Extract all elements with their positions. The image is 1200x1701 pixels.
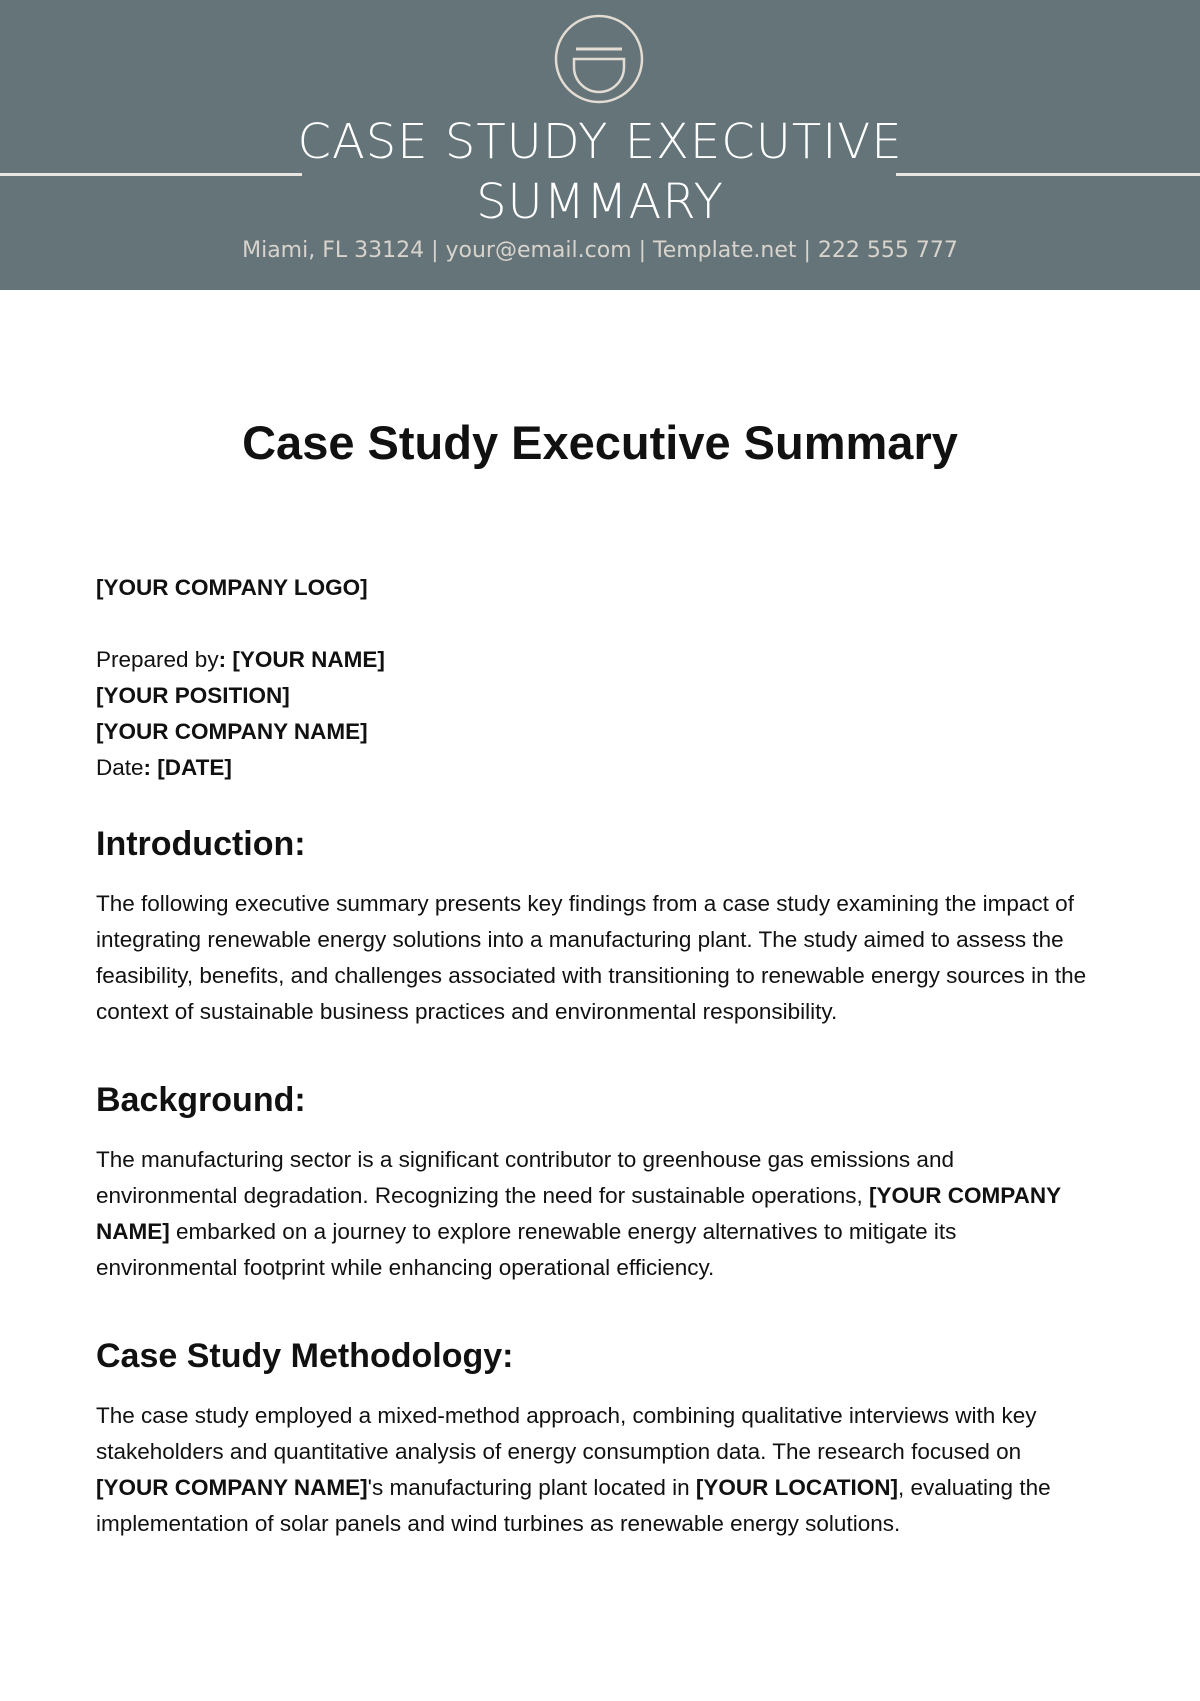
header-title — [0, 112, 1200, 232]
header-contact: Miami, FL 33124 | your@email.com | Template.net | 222 555 777 — [242, 238, 958, 263]
date-value: [DATE] — [157, 755, 232, 780]
date-label: Date — [96, 755, 144, 780]
background-heading: Background: — [96, 1081, 306, 1119]
methodology-text-part: 's manufacturing plant located in — [367, 1475, 696, 1500]
header-title-line1: CASE STUDY EXECUTIVE — [297, 114, 903, 170]
background-company: [YOUR COMPANY NAME] — [96, 1183, 1061, 1244]
prepared-label: Prepared by — [96, 647, 219, 672]
background-text-part: The manufacturing sector is a significant contributor to greenhouse gas emissions and environmental degradation. Recognizing the need for sustainable operations, — [96, 1147, 954, 1208]
document-title: Case Study Executive Summary — [242, 416, 958, 469]
background-text — [96, 1142, 1096, 1286]
company-name: [YOUR COMPANY NAME] — [96, 719, 368, 744]
company-logo-placeholder: [YOUR COMPANY LOGO] — [96, 575, 368, 600]
methodology-text-part: , evaluating the implementation of solar panels and wind turbines as renewable energy solutions. — [96, 1475, 1051, 1536]
methodology-location: [YOUR LOCATION] — [695, 1475, 898, 1500]
document-body — [96, 570, 1096, 1542]
prepared-by — [96, 642, 1096, 678]
your-position: [YOUR POSITION] — [96, 683, 290, 708]
date-line — [96, 750, 1096, 786]
introduction-heading: Introduction: — [96, 825, 306, 863]
logo-icon — [553, 13, 645, 105]
background-text-part: embarked on a journey to explore renewable energy alternatives to mitigate its environmental footprint while enhancing operational efficiency. — [96, 1219, 957, 1280]
prepared-colon: : — [218, 647, 227, 672]
header-banner — [0, 0, 1200, 290]
methodology-text — [96, 1398, 1096, 1542]
methodology-text-part: The case study employed a mixed-method approach, combining qualitative interviews with key stakeholders and quantitative analysis of energy consumption data. The research focused on — [96, 1403, 1037, 1464]
introduction-text: The following executive summary presents key findings from a case study examining the impact of integrating renewable energy solutions into a manufacturing plant. The study aimed to assess the feasibility, benefits, and challenges associated with transitioning to renewable energy sources in the context of sustainable business practices and environmental responsibility. — [96, 891, 1087, 1024]
methodology-heading: Case Study Methodology: — [96, 1337, 514, 1375]
your-name: [YOUR NAME] — [232, 647, 385, 672]
header-title-line2: SUMMARY — [476, 174, 724, 230]
date-colon: : — [143, 755, 152, 780]
methodology-company: [YOUR COMPANY NAME] — [96, 1475, 368, 1500]
